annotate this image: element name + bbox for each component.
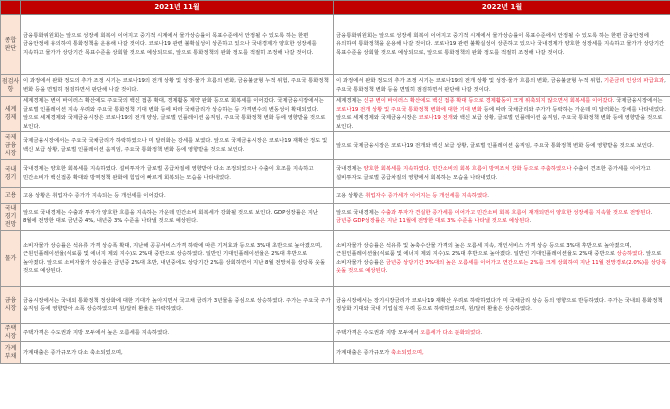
text-segment: 고용 상황은 (336, 192, 366, 199)
text-segment: 이 과정에서 완화 정도의 추가 조정 시기는 코로나19의 전개 상황 및 성장·물가 흐름의 변화, 금융불균형 누적 위험, (336, 77, 604, 84)
table-row-financial-markets (1, 287, 670, 324)
table-row-economic-outlook (1, 204, 670, 231)
cell-2022-01 (334, 204, 670, 231)
header-row (1, 1, 670, 15)
highlighted-text: 축소되었으며, (391, 349, 424, 356)
text-segment: 소비자물가 상승률은 석유류 가격 상승폭 확대, 지난해 공공서비스가격 하락에 따른 기저효과 등으로 3%대 초반으로 높아졌으며, 근원인플레이션율(식료품 및 에너지 제외 지수)도 2%대 중반으로 상승하였다. 일반인 기대인플레이션율은 2%대 후반으로 높아졌다. 앞으로 소비자물가 상승률은 금년중 2%대 초반, 내년중에도 상당기간 2%를 상회하면서 지난 8월 전망치를 상당폭 웃돌 것으로 예상된다. (23, 242, 326, 275)
text-segment: 국내경제는 (336, 166, 364, 173)
text-segment: 고용 상황은 취업자수 증가가 지속되는 등 개선세를 이어갔다. (23, 192, 166, 199)
text-segment: . (480, 329, 483, 336)
highlighted-text: 기준금리 인상의 파급효과 (603, 77, 665, 84)
text-segment: 가계대출은 증가규모가 다소 축소되었으며, (23, 349, 123, 356)
highlighted-text: 수출과 투자가 견실한 증가세를 이어가고 민간소비 회복 흐름이 재개되면서 양호한 성장세를 지속할 것으로 전망된다 (380, 209, 651, 216)
highlighted-text: 금년중 GDP성장률은 지난 11월에 전망한 대로 3% 수준을 나타낼 것으로 예상된다 (336, 218, 530, 225)
text-segment: 등에 따라 국채금리와 주가가 등락하는 가운데 미 달러화는 강세를 나타내었다. 앞으로 세계경제와 국제금융시장은 (336, 106, 666, 122)
cell-2022-01 (334, 15, 670, 75)
text-segment: 세계경제는 변이 바이러스 확산에도 주요국의 백신 접종 확대, 경제활동 제약 완화 등으로 회복세를 이어갔다. 국제금융시장에서는 글로벌 인플레이션 지속 우려와 주요국 통화정책 기대 변화 등에 따라 국채금리가 상승하는 등 가격변수의 변동성이 확대되었다. 앞으로 세계경제와 국제금융시장은 코로나19의 전개 양상, 글로벌 인플레이션 움직임, 주요국 통화정책 변화 등에 영향받을 것으로 보인다. (23, 98, 326, 130)
text-segment: . (650, 209, 653, 216)
text-segment: . (385, 268, 388, 275)
text-segment: 금융시장에서는 국내외 통화정책 정상화에 대한 기대가 높아지면서 국고채 금리가 3년물을 중심으로 상승하였다. 주가는 주요국 주가 움직임 등에 영향받아 소폭 상승하였으며 원/달러 환율은 하락하였다. (23, 297, 331, 313)
cell-2022-01 (334, 97, 670, 132)
highlighted-text: 상승하였다 (616, 251, 643, 258)
header-2021-11: 2021년 11월 (21, 1, 334, 15)
cell-2021-11 (21, 287, 334, 324)
row-label: 국제 금융 시장 (1, 132, 21, 160)
cell-2022-01 (334, 75, 670, 97)
row-label: 금융 시장 (1, 287, 21, 324)
table-row-prices (1, 231, 670, 287)
highlighted-text: 신규 변이 바이러스 확산에도 백신 접종 확대 등으로 경제활동이 크게 위축되지 않으면서 회복세를 이어갔다 (363, 98, 613, 104)
highlighted-text: 취업자수 증가세가 이어지는 등 개선세를 지속하였다 (365, 192, 488, 199)
cell-2021-11 (21, 204, 334, 231)
cell-2021-11 (21, 231, 334, 287)
text-segment: 금융시장에서는 장기시장금리가 코로나19 재확산 우려로 하락하였다가 미 국채금리 상승 등의 영향으로 반등하였다. 주가는 국내외 통화정책 정상화 기대와 국내 기업실적 우려 등으로 하락하였으며, 원/달러 환율은 상승하였다. (336, 297, 663, 313)
table-row-checkpoints (1, 75, 670, 97)
text-segment: 금융통화위원회는 앞으로 성장세 회복이 이어지고 중기적 시계에서 물가상승률이 목표수준에서 안정될 수 있도록 하는 한편 금융안정에 유의하여 통화정책을 운용해 나갈 것이다. 코로나19 관련 불확실성이 상존하고 있으나 국내경제가 양호한 성장세를 지속하고 물가가 상당기간 목표수준을 상회할 것으로 예상되므로, 앞으로 통화정책의 완화 정도를 적절히 조정해 나갈 것이다. (23, 32, 317, 56)
cell-2021-11 (21, 342, 334, 364)
cell-2021-11 (21, 132, 334, 160)
text-segment: 세계경제는 (336, 98, 364, 104)
text-segment: 주택가격은 수도권과 지방 모두에서 높은 오름세를 지속하였다. (23, 329, 170, 336)
text-segment: . (428, 166, 433, 173)
row-label: 주택 시장 (1, 324, 21, 342)
cell-2021-11 (21, 97, 334, 132)
row-label: 물가 (1, 231, 21, 287)
cell-2022-01 (334, 342, 670, 364)
text-segment: . (529, 218, 532, 225)
text-segment: 앞으로 국내경제는 (336, 209, 381, 216)
highlighted-text: 민간소비의 회복 흐름이 방역조치 강화 등으로 주춤하였으나 (432, 166, 572, 173)
highlighted-text: 금년중 상당기간 3%대의 높은 오름세를 이어가고 연간으로는 2%를 크게 상회하여 지난 11월 전망경로(2.0%)를 상당폭 웃돌 것으로 예상된다 (336, 259, 667, 275)
cell-2021-11 (21, 160, 334, 188)
table-row-domestic-economy (1, 160, 670, 188)
text-segment: 금융통화위원회는 앞으로 성장세 회복이 이어지고 중기적 시계에서 물가상승률이 목표수준에서 안정될 수 있도록 하는 한편 금융안정에 유의하여 통화정책을 운용해 나갈 것이다. 코로나19 관련 불확실성이 상존하고 있으나 국내경제가 양호한 성장세를 지속하고 물가가 상당기간 목표수준을 상회할 것으로 예상되므로, 앞으로 통화정책의 완화 정도를 적절히 조정해 나갈 것이다. (336, 32, 665, 56)
table-row-overall (1, 15, 670, 75)
text-segment: 국내경제는 양호한 회복세를 지속하였다. 설비투자가 글로벌 공급차질에 영향받아 다소 조정되었으나 수출이 호조를 지속하고 민간소비가 백신접종 확대와 방역정책 완화에 힘입어 빠르게 회복되는 모습을 나타내었다. (23, 166, 314, 181)
text-segment: . (487, 192, 489, 199)
table-row-housing (1, 324, 670, 342)
text-segment: 국제금융시장에서는 주요국 국채금리가 하락하였으나 미 달러화는 강세를 보였다. 앞으로 국제금융시장은 코로나19 재확산 정도 및 백신 보급 상황, 글로벌 인플레이션 움직임, 주요국 통화정책 변화 등에 영향받을 것으로 보인다. (23, 138, 328, 153)
cell-2022-01 (334, 231, 670, 287)
table-row-world-economy (1, 97, 670, 132)
cell-2022-01 (334, 132, 670, 160)
row-label: 점검사항 (1, 75, 21, 97)
text-segment: 앞으로 국내경제는 수출과 투자가 양호한 흐름을 지속하는 가운데 민간소비 회복세가 강화될 것으로 보인다. GDP성장률은 지난 8월에 전망한 대로 금년중 4%, 내년중 3% 수준을 나타낼 것으로 예상된다. (23, 209, 319, 225)
cell-2021-11 (21, 324, 334, 342)
header-2022-01: 2022년 1월 (334, 1, 670, 15)
text-segment: . 국제금융시장에서는 (612, 98, 663, 104)
table-row-household-debt (1, 342, 670, 364)
cell-2022-01 (334, 287, 670, 324)
cell-2021-11 (21, 75, 334, 97)
text-segment: . 앞으로 소비자물가 상승률은 (336, 251, 662, 266)
highlighted-text: 코로나19 전개 (418, 115, 453, 122)
header-blank-cell (1, 1, 21, 15)
table-row-intl-finance (1, 132, 670, 160)
highlighted-text: 양호한 회복세를 지속하였다 (363, 166, 429, 173)
cell-2021-11 (21, 188, 334, 204)
table-row-employment (1, 188, 670, 204)
row-label: 세계 경제 (1, 97, 21, 132)
text-segment: 수출이 견조한 증가세를 이어가고 설비투자도 글로벌 공급차질의 영향에서 회복하는 모습을 나타내었다. (336, 166, 651, 181)
text-segment: 와 백신 보급 상황, 글로벌 인플레이션 움직임, 주요국 통화정책 변화 등에 영향받을 것으로 보인다. (336, 115, 663, 130)
cell-2022-01 (334, 188, 670, 204)
highlighted-text: 오름세가 다소 둔화되었다 (420, 329, 481, 336)
row-label: 고용 (1, 188, 21, 204)
row-label: 가계 부채 (1, 342, 21, 364)
text-segment: 이 과정에서 완화 정도의 추가 조정 시기는 코로나19의 전개 상황 및 성장·물가 흐름의 변화, 금융불균형 누적 위험, 주요국 통화정책 변화 등을 면밀히 점검하면서 판단해 나갈 것이다. (23, 77, 329, 93)
row-label: 국내 경기 (1, 160, 21, 188)
row-label: 종합 판단 (1, 15, 21, 75)
text-segment: , 주요국 통화정책 변화 등을 면밀히 점검하면서 판단해 나갈 것이다. (336, 77, 666, 93)
text-segment: 앞으로 국제금융시장은 코로나19 전개와 백신 보급 상황, 글로벌 인플레이션 움직임, 주요국 통화정책 변화 등에 영향받을 것으로 보인다. (336, 142, 654, 149)
cell-2022-01 (334, 324, 670, 342)
cell-2021-11 (21, 15, 334, 75)
text-segment: 소비자물가 상승률은 석유류 및 농축수산물 가격의 높은 오름세 지속, 개인서비스 가격 상승 등으로 3%대 후반으로 높아졌으며, 근원인플레이션율(식료품 및 에너지 제외 지수)도 2%대 후반으로 높아졌다. 일반인 기대인플레이션율도 2%대 중반으로 (336, 242, 632, 258)
text-segment: 가계대출은 증가규모가 (336, 349, 392, 356)
cell-2022-01 (334, 160, 670, 188)
row-label: 국내 경기 전망 (1, 204, 21, 231)
highlighted-text: 코로나19 전개 상황 및 주요국 통화정책 변화에 대한 기대 변화 (336, 106, 482, 113)
text-segment: 주택가격은 수도권과 지방 모두에서 (336, 329, 421, 336)
